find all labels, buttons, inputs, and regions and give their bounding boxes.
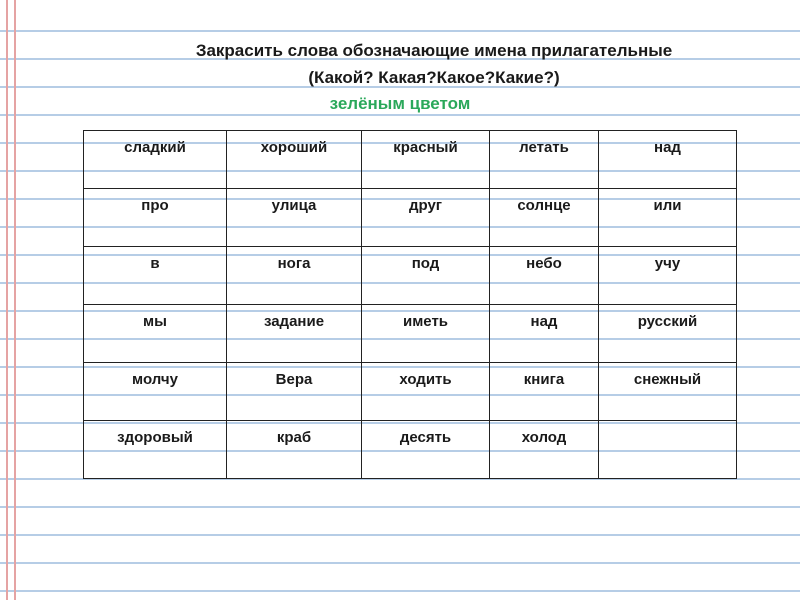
word-cell[interactable] [490,189,599,247]
word-cell[interactable] [227,131,362,189]
word-cell[interactable] [84,305,227,363]
word-cell[interactable] [362,131,490,189]
empty-cell[interactable] [599,421,737,479]
word-text: учу [654,255,681,272]
word-text [599,421,736,429]
word-text: друг [408,197,443,214]
word-text: холод [521,429,567,446]
word-cell[interactable] [490,247,599,305]
word-cell[interactable] [84,189,227,247]
word-text: мы [143,313,167,330]
word-cell[interactable] [490,131,599,189]
word-text: про [141,197,169,214]
table-row [84,131,737,189]
word-cell[interactable] [599,247,737,305]
task-question-words: (Какой? Какая?Какое?Какие?) [308,68,560,87]
table-row [84,363,737,421]
word-text: летать [519,139,569,156]
word-cell[interactable] [599,189,737,247]
word-cell[interactable] [362,363,490,421]
word-cell[interactable] [490,421,599,479]
word-text: сладкий [124,139,186,156]
word-cell[interactable] [362,247,490,305]
word-cell[interactable] [227,189,362,247]
word-cell[interactable] [599,305,737,363]
word-text: или [653,197,682,214]
word-cell[interactable] [362,305,490,363]
word-text: иметь [402,313,449,330]
word-text: над [530,313,558,330]
word-text: десять [399,429,452,446]
table-row [84,189,737,247]
word-text: красный [393,139,458,156]
notebook-margin-line [6,0,16,600]
word-cell[interactable] [362,421,490,479]
word-text: книга [523,371,565,388]
word-text: хороший [260,139,328,156]
word-text: снежный [633,371,702,388]
word-text: над [654,139,681,156]
word-cell[interactable] [227,363,362,421]
word-cell[interactable] [84,131,227,189]
table-row [84,421,737,479]
word-cell[interactable] [227,421,362,479]
word-cell[interactable] [227,305,362,363]
table-row [84,305,737,363]
word-cell[interactable] [490,305,599,363]
word-cell[interactable] [599,131,737,189]
word-cell[interactable] [599,363,737,421]
word-text: русский [637,313,698,330]
task-color-hint: зелёным цветом [329,94,471,113]
word-text: задание [263,313,325,330]
word-text: солнце [517,197,571,214]
task-instruction: Закрасить слова обозначающие имена прилагательные [195,41,673,60]
word-text: ходить [399,371,452,388]
table-row [84,247,737,305]
word-text: нога [277,255,311,272]
words-table [83,130,737,479]
word-cell[interactable] [362,189,490,247]
word-cell[interactable] [84,421,227,479]
word-text: молчу [132,371,178,388]
word-cell[interactable] [227,247,362,305]
word-text: в [150,255,160,272]
word-cell[interactable] [84,247,227,305]
word-text: Вера [275,371,313,388]
word-text: небо [526,255,562,272]
word-text: здоровый [117,429,193,446]
word-cell[interactable] [84,363,227,421]
word-text: под [411,255,440,272]
word-cell[interactable] [490,363,599,421]
word-text: краб [276,429,312,446]
word-text: улица [271,197,317,214]
